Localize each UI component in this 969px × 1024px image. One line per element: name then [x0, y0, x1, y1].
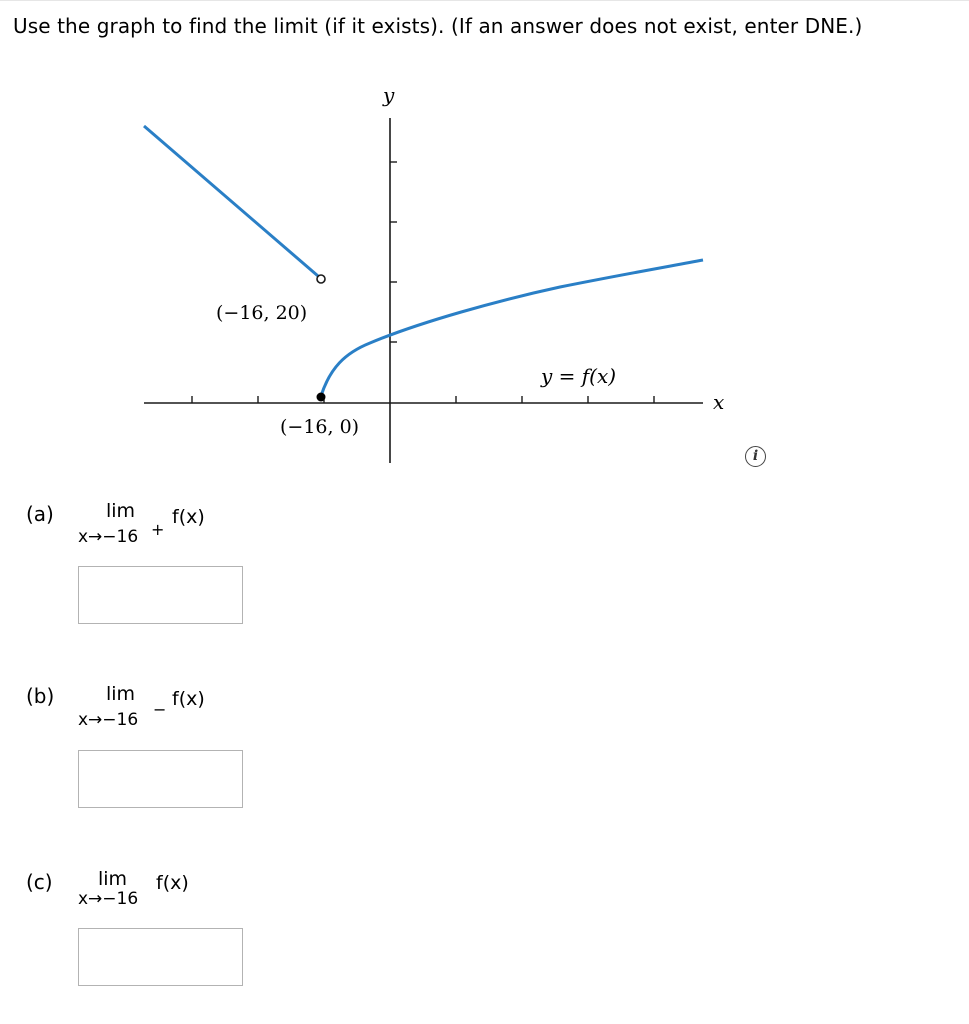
part-c-lim: lim [98, 868, 128, 890]
part-a-side: + [151, 520, 165, 539]
y-axis-ticks [390, 162, 397, 342]
open-point [317, 275, 325, 283]
closed-point-label: (−16, 0) [280, 416, 360, 438]
part-a-approach: x→−16 [78, 527, 139, 547]
part-a-function: f(x) [172, 506, 205, 528]
right-sqrt-curve [321, 260, 703, 396]
part-c-answer-input[interactable] [78, 928, 243, 986]
part-c-function: f(x) [156, 872, 189, 894]
info-icon[interactable]: i [745, 446, 766, 467]
part-b-answer-input[interactable] [78, 750, 243, 808]
part-b-approach: x→−16 [78, 710, 139, 730]
x-axis-label: x [713, 390, 725, 414]
part-b-function: f(x) [172, 688, 205, 710]
y-axis-label: y [383, 83, 395, 107]
part-b-side: − [153, 700, 167, 719]
closed-point [317, 393, 326, 402]
part-b-label: (b) [26, 684, 55, 708]
part-a-lim: lim [106, 500, 136, 522]
part-c-approach: x→−16 [78, 889, 139, 909]
function-graph [0, 0, 969, 500]
part-c-label: (c) [26, 870, 53, 894]
left-line-segment [144, 126, 318, 276]
part-b-lim: lim [106, 683, 136, 705]
question-text: Use the graph to find the limit (if it exists). (If an answer does not exist, enter DNE.) [13, 14, 863, 38]
open-point-label: (−16, 20) [216, 302, 308, 324]
function-label: y = f(x) [541, 364, 617, 388]
part-a-label: (a) [26, 502, 54, 526]
part-a-answer-input[interactable] [78, 566, 243, 624]
x-axis-ticks [192, 396, 654, 403]
